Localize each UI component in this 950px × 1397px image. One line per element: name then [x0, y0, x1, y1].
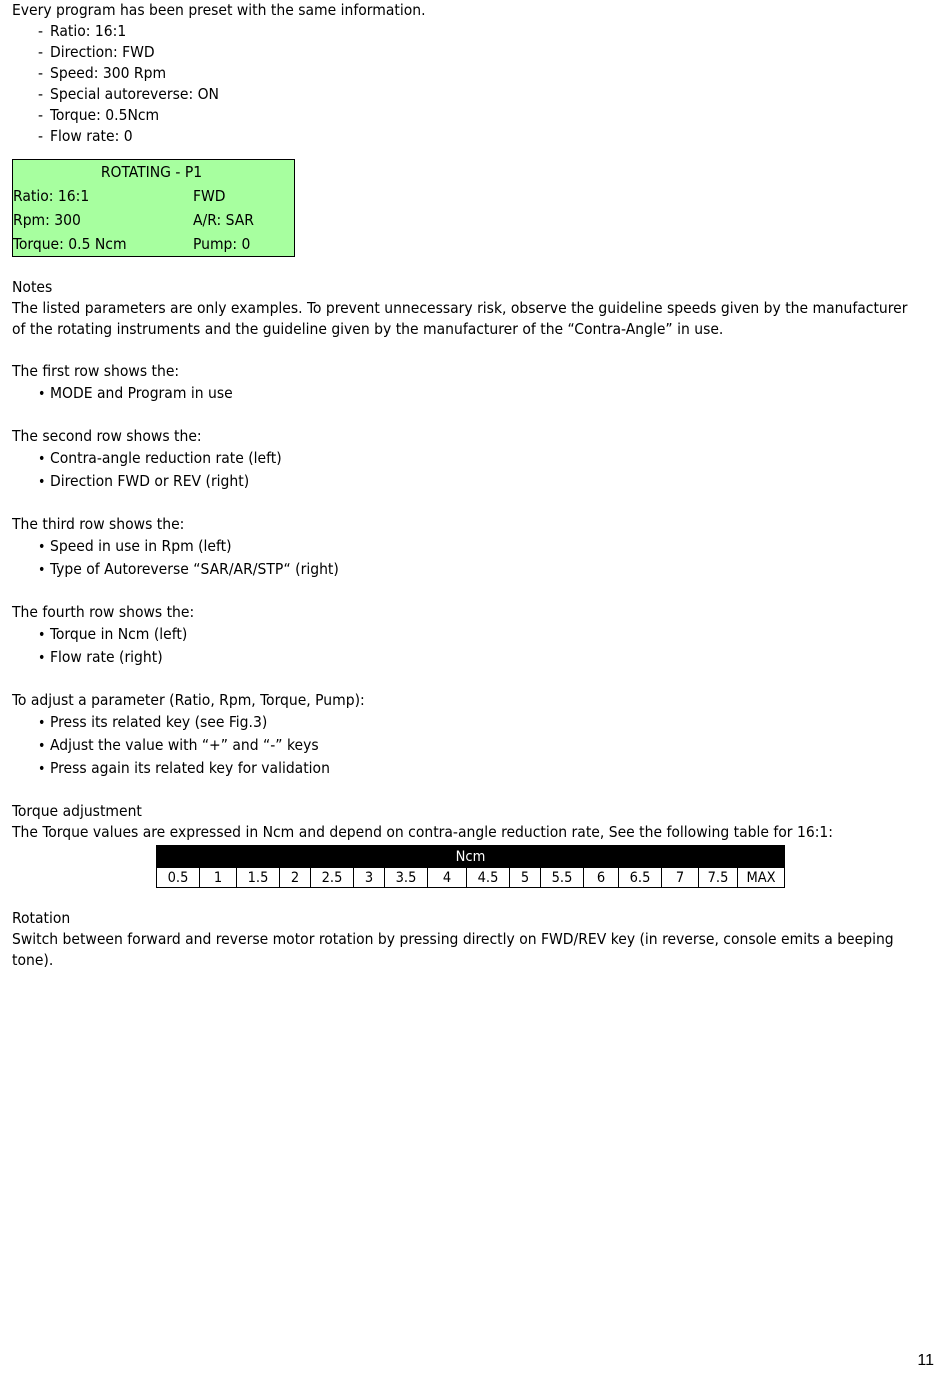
row1-list [12, 382, 912, 405]
lcd-rpm: Rpm: 300 [13, 211, 81, 229]
table-cell: 1.5 [237, 868, 280, 888]
row4-list [12, 623, 912, 669]
lcd-direction: FWD [193, 187, 226, 205]
table-cell: MAX [738, 868, 785, 888]
rotation-heading: Rotation [12, 909, 71, 927]
list-item: • Flow rate (right) [38, 646, 912, 669]
lcd-row [13, 232, 294, 256]
rotation-text: Switch between forward and reverse motor rotation by pressing directly on FWD/REV key (in reverse, console emits a beeping tone). [12, 930, 894, 969]
torque-text: The Torque values are expressed in Ncm and depend on contra-angle reduction rate, See the following table for 16:1: [12, 823, 833, 841]
row3-heading: The third row shows the: [12, 515, 185, 533]
preset-item: - Speed: 300 Rpm [38, 63, 912, 84]
list-item: • Press its related key (see Fig.3) [38, 711, 912, 734]
lcd-row [13, 184, 294, 208]
table-cell: 4 [428, 868, 467, 888]
list-item: • Adjust the value with “+” and “-” keys [38, 734, 912, 757]
preset-list [12, 21, 912, 147]
row2-list [12, 447, 912, 493]
list-item: • Direction FWD or REV (right) [38, 470, 912, 493]
lcd-row [13, 208, 294, 232]
lcd-title: ROTATING - P1 [100, 163, 203, 181]
preset-item: - Ratio: 16:1 [38, 21, 912, 42]
intro-text: Every program has been preset with the same information. [12, 1, 426, 19]
adjust-list [12, 711, 912, 780]
table-cell: 2 [280, 868, 311, 888]
list-item: • Contra-angle reduction rate (left) [38, 447, 912, 470]
list-item: • Press again its related key for validation [38, 757, 912, 780]
lcd-autoreverse: A/R: SAR [193, 211, 254, 229]
row3-list [12, 535, 912, 581]
list-item: • Type of Autoreverse “SAR/AR/STP“ (right) [38, 558, 912, 581]
table-row [157, 868, 785, 888]
table-cell: 2.5 [311, 868, 354, 888]
lcd-torque: Torque: 0.5 Ncm [13, 235, 127, 253]
lcd-pump: Pump: 0 [193, 235, 251, 253]
table-cell: 6 [584, 868, 619, 888]
table-cell: 7 [662, 868, 699, 888]
preset-item: - Special autoreverse: ON [38, 84, 912, 105]
row2-heading: The second row shows the: [12, 427, 202, 445]
list-item: • Speed in use in Rpm (left) [38, 535, 912, 558]
table-cell: 0.5 [157, 868, 200, 888]
table-cell: 5.5 [541, 868, 584, 888]
table-cell: 3.5 [385, 868, 428, 888]
torque-table [156, 845, 785, 888]
table-cell: 3 [354, 868, 385, 888]
list-item: • MODE and Program in use [38, 382, 912, 405]
table-cell: 5 [510, 868, 541, 888]
preset-item: - Direction: FWD [38, 42, 912, 63]
preset-item: - Flow rate: 0 [38, 126, 912, 147]
table-cell: 6.5 [619, 868, 662, 888]
adjust-heading: To adjust a parameter (Ratio, Rpm, Torque, Pump): [12, 691, 365, 709]
page-number: 11 [917, 1352, 934, 1369]
notes-text: The listed parameters are only examples. To prevent unnecessary risk, observe the guideline speeds given by the manufacturer of the rotating instruments and the guideline given by the manufacturer of the “Contra-Angle” in use. [12, 299, 908, 338]
row1-heading: The first row shows the: [12, 362, 180, 380]
torque-table-header: Ncm [157, 846, 785, 868]
torque-heading: Torque adjustment [12, 802, 142, 820]
table-cell: 4.5 [467, 868, 510, 888]
table-cell: 7.5 [699, 868, 738, 888]
list-item: • Torque in Ncm (left) [38, 623, 912, 646]
notes-heading: Notes [12, 278, 53, 296]
preset-item: - Torque: 0.5Ncm [38, 105, 912, 126]
lcd-ratio: Ratio: 16:1 [13, 187, 90, 205]
lcd-display [12, 159, 295, 257]
row4-heading: The fourth row shows the: [12, 603, 195, 621]
document-page [12, 0, 912, 971]
table-cell: 1 [200, 868, 237, 888]
